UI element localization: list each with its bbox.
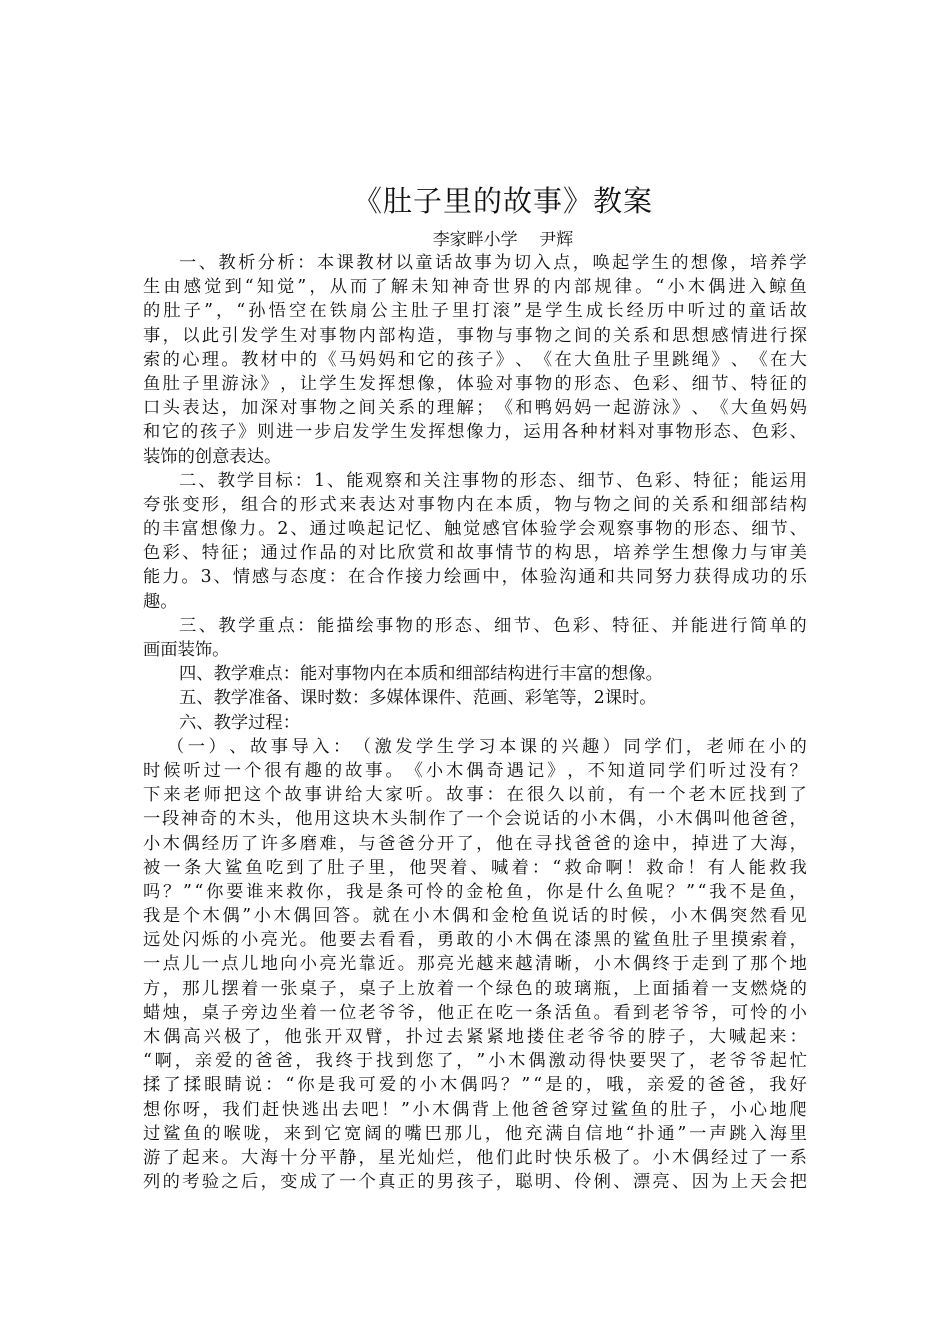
body-line: 生 由 感 觉 到 “ 知 觉 ” ， 从 而 了 解 未 知 神 奇 世 界 的 内 部 规 律 。 “ 小 木 偶 进 入 鲸 鱼	[143, 277, 807, 298]
body-line: 木 偶 高 兴 极 了 ， 他 张 开 双 臂 ， 扑 过 去 紧 紧 地 搂 住 老 爷 爷 的 脖 子 ， 大 喊 起 来 ：	[143, 1027, 807, 1047]
body-line: 过 鲨 鱼 的 喉 咙 ， 来 到 它 宽 阔 的 嘴 巴 那 儿 ， 他 充 满 自 信 地 “ 扑 通 ” 一 声 跳 入 海 里	[143, 1123, 807, 1144]
body-line: 一 段 神 奇 的 木 头 ， 他 用 这 块 木 头 制 作 了 一 个 会 说 话 的 小 木 偶 ， 小 木 偶 叫 他 爸 爸 ，	[143, 809, 807, 830]
body-line: （ 一 ） 、 故 事 导 入 ： （ 激 发 学 生 学 习 本 课 的 兴 趣 ） 同 学 们 ， 老 师 在 小 的	[167, 736, 807, 757]
body-line: “ 啊 ， 亲 爱 的 爸 爸 ， 我 终 于 找 到 您 了 ， ” 小 木 偶 激 动 得 快 要 哭 了 ， 老 爷 爷 起 忙	[143, 1051, 807, 1072]
body-line: 夸 张 变 形 ， 组 合 的 形 式 来 表 达 对 事 物 内 在 本 质 ， 物 与 物 之 间 的 关 系 和 细 部 结 构	[143, 494, 807, 515]
body-line: 和 它 的 孩 子 》 则 进 一 步 启 发 学 生 发 挥 想 像 力 ， 运 用 各 种 材 料 对 事 物 形 态 、 色 彩 、	[143, 422, 807, 443]
body-line: 二 、 教 学 目 标 ： 1 、 能 观 察 和 关 注 事 物 的 形 态 、 细 节 、 色 彩 、 特 征 ； 能 运 用	[179, 470, 807, 491]
body-line: 揉 了 揉 眼 睛 说 ： “ 你 是 我 可 爱 的 小 木 偶 吗 ？ ” “ 是 的 ， 哦 ， 亲 爱 的 爸 爸 ， 我 好	[143, 1075, 807, 1096]
body-line: 鱼 肚 子 里 游 泳 》 ， 让 学 生 发 挥 想 像 ， 体 验 对 事 物 的 形 态 、 色 彩 、 细 节 、 特 征 的	[143, 373, 807, 394]
body-line: 远 处 闪 烁 的 小 亮 光 。 他 要 去 看 看 ， 勇 敢 的 小 木 偶 在 漆 黑 的 鲨 鱼 肚 子 里 摸 索 着 ，	[143, 930, 807, 951]
body-line: 色 彩 、 特 征 ； 通 过 作 品 的 对 比 欣 赏 和 故 事 情 节 的 构 思 ， 培 养 学 生 想 像 力 与 审 美	[143, 543, 807, 564]
body-line: 口 头 表 达 ， 加 深 对 事 物 之 间 关 系 的 理 解 ； 《 和 鸭 妈 妈 一 起 游 泳 》 、 《 大 鱼 妈 妈	[143, 398, 807, 419]
body-line: 时 候 听 过 一 个 很 有 趣 的 故 事 。 《 小 木 偶 奇 遇 记 》 ， 不 知 道 同 学 们 听 过 没 有 ？	[143, 760, 807, 781]
body-line: 方 ， 那 儿 摆 着 一 张 桌 子 ， 桌 子 上 放 着 一 个 绿 色 的 玻 璃 瓶 ， 上 面 插 着 一 支 燃 烧 的	[143, 978, 807, 999]
body-line: 画面装饰。	[143, 640, 230, 660]
body-line: 一 、 教 析 分 析 ： 本 课 教 材 以 童 话 故 事 为 切 入 点 ， 唤 起 学 生 的 想 像 ， 培 养 学	[179, 253, 807, 273]
body-line: 的 肚 子 ” ， “ 孙 悟 空 在 铁 扇 公 主 肚 子 里 打 滚 ” 是 学 生 成 长 经 历 中 听 过 的 童 话 故	[143, 301, 807, 322]
body-line: 下 来 老 师 把 这 个 故 事 讲 给 大 家 听 。 故 事 ： 在 很 久 以 前 ， 有 一 个 老 木 匠 找 到 了	[143, 785, 807, 806]
document-title: 《肚子里的故事》教案	[352, 184, 653, 218]
body-line: 游 了 起 来 。 大 海 十 分 平 静 ， 星 光 灿 烂 ， 他 们 此 时 快 乐 极 了 。 小 木 偶 经 过 了 一 系	[143, 1147, 807, 1168]
body-line: 六、教学过程：	[179, 712, 300, 733]
document-body	[143, 251, 807, 1194]
body-line: 五、教学准备、课时数：多媒体课件、范画、彩笔等，2课时。	[179, 688, 657, 709]
body-line: 四、教学难点：能对事物内在本质和细部结构进行丰富的想像。	[179, 664, 663, 685]
body-line: 我 是 个 木 偶 ” 小 木 偶 回 答 。 就 在 小 木 偶 和 金 枪 鱼 说 话 的 时 候 ， 小 木 偶 突 然 看 见	[143, 906, 807, 927]
body-line: 吗 ？ ” “ 你 要 谁 来 救 你 ， 我 是 条 可 怜 的 金 枪 鱼 ， 你 是 什 么 鱼 呢 ？ ” “ 我 不 是 鱼 ，	[143, 881, 807, 902]
body-line: 索 的 心 理 。 教 材 中 的 《 马 妈 妈 和 它 的 孩 子 》 、 《 在 大 鱼 肚 子 里 跳 绳 》 、 《 在 大	[143, 349, 807, 370]
body-line: 装饰的创意表达。	[143, 446, 282, 467]
body-line: 蜡 烛 ， 桌 子 旁 边 坐 着 一 位 老 爷 爷 ， 他 正 在 吃 一 条 活 鱼 。 看 到 老 爷 爷 ， 可 怜 的 小	[143, 1002, 807, 1023]
body-line: 想 你 呀 ， 我 们 赶 快 逃 出 去 吧 ！ ” 小 木 偶 背 上 他 爸 爸 穿 过 鲨 鱼 的 肚 子 ， 小 心 地 爬	[143, 1099, 807, 1120]
body-line: 列 的 考 验 之 后 ， 变 成 了 一 个 真 正 的 男 孩 子 ， 聪 明 、 伶 俐 、 漂 亮 、 因 为 上 天 会 把	[143, 1172, 807, 1193]
body-line: 的 丰 富 想 像 力 。 2 、 通 过 唤 起 记 忆 、 触 觉 感 官 体 验 学 会 观 察 事 物 的 形 态 、 细 节 、	[143, 519, 807, 540]
body-line: 事 ， 以 此 引 发 学 生 对 事 物 内 部 构 造 ， 事 物 与 事 物 之 间 的 关 系 和 思 想 感 情 进 行 探	[143, 325, 807, 346]
document-author: 李家畔小学 尹辉	[432, 230, 574, 250]
body-line: 小 木 偶 经 历 了 许 多 磨 难 ， 与 爸 爸 分 开 了 ， 他 在 寻 找 爸 爸 的 途 中 ， 掉 进 了 大 海 ，	[143, 833, 807, 854]
body-line: 一 点 儿 一 点 儿 地 向 小 亮 光 靠 近 。 那 亮 光 越 来 越 清 晰 ， 小 木 偶 终 于 走 到 了 那 个 地	[143, 954, 807, 975]
body-line: 趣。	[143, 591, 178, 612]
body-line: 三 、 教 学 重 点 ： 能 描 绘 事 物 的 形 态 、 细 节 、 色 彩 、 特 征 、 并 能 进 行 简 单 的	[179, 615, 807, 636]
body-line: 被 一 条 大 鲨 鱼 吃 到 了 肚 子 里 ， 他 哭 着 、 喊 着 ： “ 救 命 啊 ！ 救 命 ！ 有 人 能 救 我	[143, 857, 807, 878]
body-line: 能 力 。 3 、 情 感 与 态 度 ： 在 合 作 接 力 绘 画 中 ， 体 验 沟 通 和 共 同 努 力 获 得 成 功 的 乐	[143, 567, 807, 588]
